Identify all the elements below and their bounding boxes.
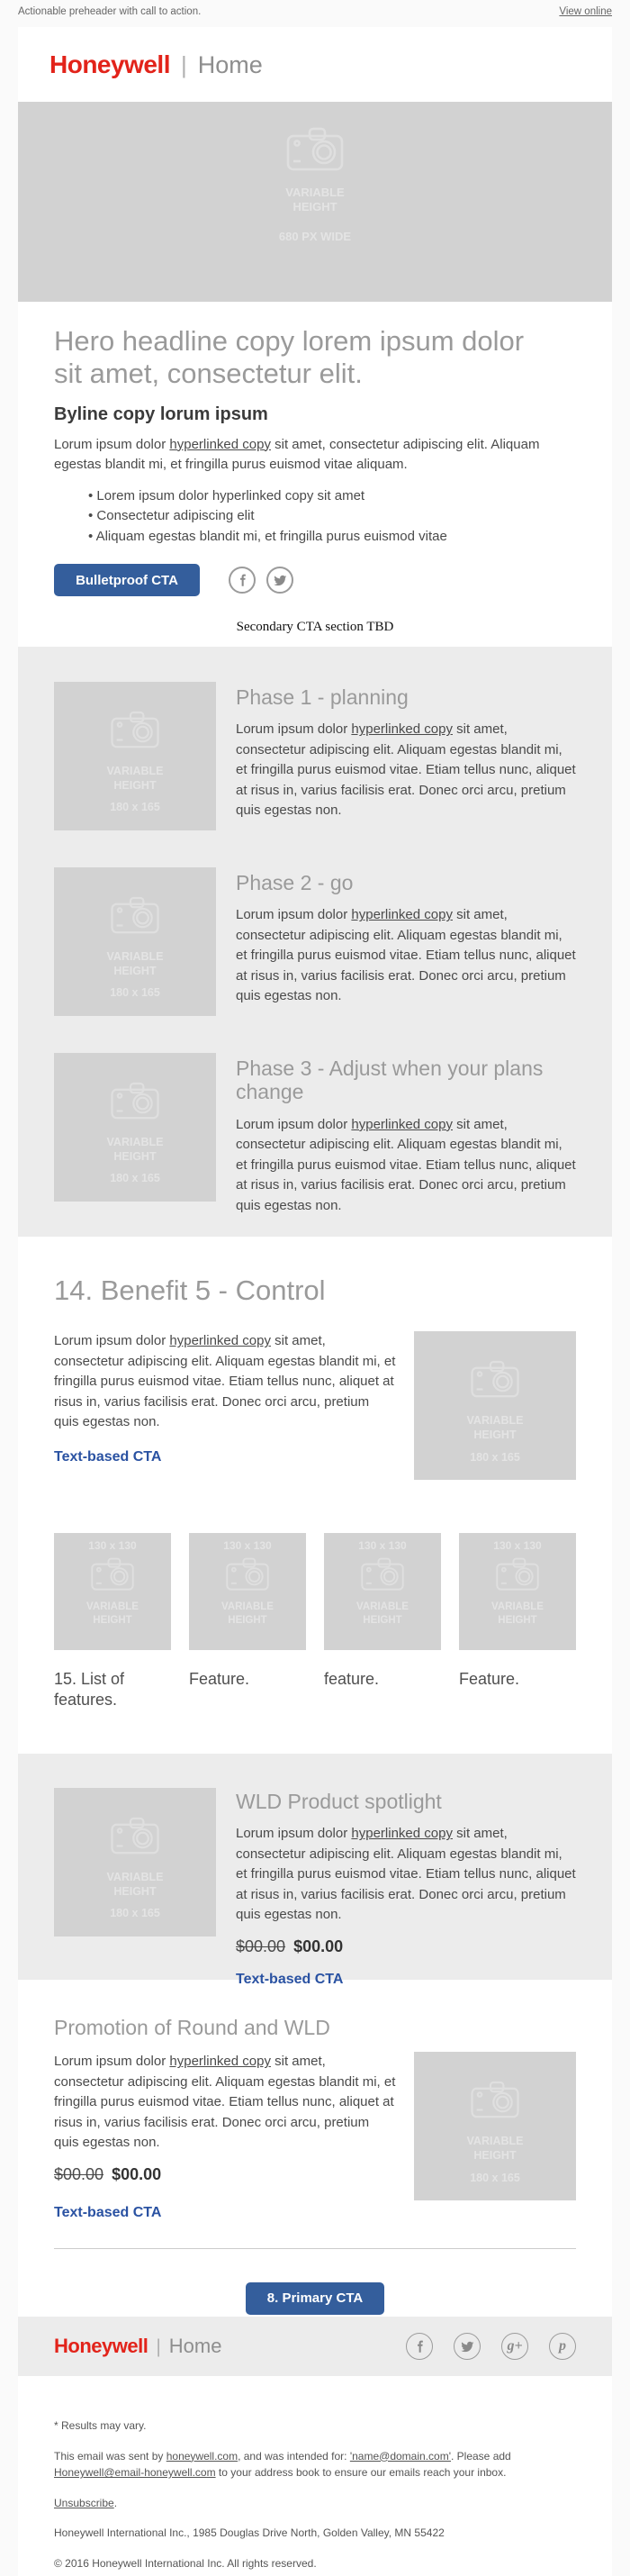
spotlight-paragraph	[236, 1824, 576, 1926]
spotlight-text-column	[236, 1788, 576, 1988]
camera-icon	[470, 1360, 520, 1399]
placeholder-variable-height-label: VARIABLE HEIGHT	[285, 186, 345, 214]
facebook-share-button[interactable]	[229, 567, 256, 594]
phase-row-2	[54, 867, 576, 1016]
hyperlinked-copy-link[interactable]: hyperlinked copy	[212, 487, 314, 503]
paragraph-text: Lorum ipsum dolor	[54, 2054, 170, 2070]
phase-title: Phase 1 - planning	[236, 685, 409, 709]
camera-icon	[110, 896, 160, 935]
placeholder-variable-height-label: VARIABLE HEIGHT	[106, 1136, 164, 1163]
copyright-line: © 2016 Honeywell International Inc. All rights reserved.	[54, 2556, 317, 2570]
logo-product-name: Home	[168, 2335, 222, 2357]
feature-caption: Feature.	[189, 1670, 250, 1689]
placeholder-variable-height-label: VARIABLE HEIGHT	[356, 1601, 409, 1626]
company-address: Honeywell International Inc., 1985 Douglas Drive North, Golden Valley, MN 55422	[54, 2526, 445, 2540]
honeywell-home-logo	[50, 50, 263, 79]
phase-paragraph	[236, 905, 576, 1007]
phase-row-3	[54, 1053, 576, 1216]
logo-separator: |	[180, 50, 187, 78]
camera-icon-slot	[225, 1553, 270, 1596]
honeywell-home-logo	[54, 2335, 221, 2358]
hero-copy-section	[18, 302, 612, 647]
promo-text-column	[54, 2052, 396, 2221]
paragraph-text: Lorum ipsum dolor	[236, 1116, 352, 1132]
phase-text-column	[236, 867, 576, 1016]
promo-row	[54, 2052, 576, 2221]
placeholder-variable-height-label: VARIABLE HEIGHT	[221, 1601, 274, 1626]
unsubscribe-line	[54, 2495, 576, 2512]
spotlight-text-cta-link[interactable]: Text-based CTA	[236, 1971, 344, 1987]
camera-icon-slot	[470, 2081, 520, 2124]
bullet-item	[88, 486, 576, 507]
paragraph-text: sit amet, consectetur adipiscing elit. Aliquam egestas blandit mi, et fringilla purus euismod vitae. Etiam tellus nunc, aliquet at risus in, varius facilisis erat. Donec orci arcu, pretium quis egestas non.	[54, 2054, 396, 2151]
paragraph-text: sit amet, consectetur adipiscing elit. Aliquam egestas blandit mi, et fringilla purus euismod vitae. Etiam tellus nunc, aliquet at risus in, varius facilisis erat. Donec orci arcu, pretium quis egestas non.	[54, 1333, 396, 1430]
placeholder-variable-height-label: VARIABLE HEIGHT	[491, 1601, 544, 1626]
phase-text-column	[236, 1053, 576, 1216]
footer-brand-bar	[18, 2317, 612, 2376]
feature-caption: feature.	[324, 1670, 380, 1689]
camera-icon	[495, 1557, 540, 1592]
footer-text: to your address book to ensure our emails reach your inbox.	[215, 2466, 507, 2480]
benefit-text-column	[54, 1331, 396, 1480]
promo-image-placeholder	[414, 2052, 576, 2200]
paragraph-text: sit amet, consectetur adipiscing elit. Aliquam egestas blandit mi, et fringilla purus euismod vitae. Etiam tellus nunc, aliquet at risus in, varius facilisis erat. Donec orci arcu, pretium quis egestas non.	[236, 1826, 576, 1923]
results-disclaimer: * Results may vary.	[54, 2419, 147, 2432]
hyperlinked-copy-link[interactable]: hyperlinked copy	[351, 1116, 453, 1132]
promotion-section	[18, 1980, 612, 2317]
camera-icon	[90, 1557, 135, 1592]
camera-icon	[285, 127, 345, 172]
camera-icon-slot	[110, 1082, 160, 1125]
google-plus-link[interactable]	[501, 2333, 528, 2360]
bullet-text: Lorem ipsum dolor	[96, 487, 212, 503]
bullet-text: Consectetur adipiscing elit	[96, 508, 255, 524]
hyperlinked-copy-link[interactable]: hyperlinked copy	[169, 1333, 271, 1349]
placeholder-variable-height-label: VARIABLE HEIGHT	[106, 1871, 164, 1898]
bullet-text: sit amet	[313, 487, 365, 503]
feature-captions-row	[54, 1669, 576, 1710]
feature-caption: Feature.	[459, 1670, 520, 1689]
placeholder-size-label: 180 x 165	[110, 1172, 160, 1185]
benefit-image-placeholder	[414, 1331, 576, 1480]
benefit-row	[54, 1331, 576, 1480]
sent-by-line	[54, 2448, 576, 2481]
benefit-text-cta-link[interactable]: Text-based CTA	[54, 1448, 162, 1465]
paragraph-text: Lorum ipsum dolor	[236, 1826, 352, 1842]
hyperlinked-copy-link[interactable]: hyperlinked copy	[169, 436, 271, 452]
pinterest-icon: p	[559, 2338, 566, 2354]
footer-text: .	[113, 2496, 118, 2509]
phases-section	[18, 647, 612, 1237]
placeholder-size-label: 130 x 130	[88, 1539, 137, 1553]
paragraph-text: sit amet, consectetur adipiscing elit. Aliquam egestas blandit mi, et fringilla purus euismod vitae. Etiam tellus nunc, aliquet at risus in, varius facilisis erat. Donec orci arcu, pretium quis egestas non.	[236, 721, 576, 819]
placeholder-variable-height-label: VARIABLE HEIGHT	[106, 950, 164, 977]
promo-text-cta-link[interactable]: Text-based CTA	[54, 2204, 162, 2220]
hyperlinked-copy-link[interactable]: hyperlinked copy	[169, 2054, 271, 2070]
preheader-text: Actionable preheader with call to action.	[18, 6, 202, 17]
feature-image-placeholder	[189, 1533, 306, 1650]
paragraph-text: Lorum ipsum dolor	[54, 1333, 170, 1349]
bullet-item	[88, 506, 576, 527]
hero-headline: Hero headline copy lorem ipsum dolor sit amet, consectetur elit.	[54, 325, 525, 390]
google-plus-icon: g+	[507, 2338, 523, 2354]
pinterest-link[interactable]	[549, 2333, 576, 2360]
preheader-bar	[0, 0, 630, 27]
sender-email-link[interactable]: Honeywell@email-honeywell.com	[54, 2466, 216, 2480]
feature-tiles-row	[54, 1533, 576, 1650]
facebook-link[interactable]	[406, 2333, 433, 2360]
twitter-icon	[274, 574, 287, 587]
placeholder-size-label: 180 x 165	[110, 801, 160, 814]
primary-cta-button[interactable]: 8. Primary CTA	[246, 2282, 384, 2315]
placeholder-variable-height-label: VARIABLE HEIGHT	[86, 1601, 139, 1626]
bullet-text: Aliquam egestas blandit mi, et fringilla purus euismod vitae	[95, 528, 447, 544]
camera-icon-slot	[110, 1817, 160, 1860]
footer-text: , and was intended for:	[238, 2449, 350, 2463]
placeholder-variable-height-label: VARIABLE HEIGHT	[106, 765, 164, 792]
product-spotlight-section	[18, 1754, 612, 1987]
feature-image-placeholder	[324, 1533, 441, 1650]
twitter-link[interactable]	[454, 2333, 481, 2360]
placeholder-variable-height-label: VARIABLE HEIGHT	[466, 2135, 524, 2163]
spotlight-row	[54, 1788, 576, 1988]
promo-title: Promotion of Round and WLD	[54, 2016, 330, 2039]
phase-image-placeholder	[54, 682, 216, 830]
bulletproof-cta-button[interactable]: Bulletproof CTA	[54, 564, 200, 596]
camera-icon	[225, 1557, 270, 1592]
placeholder-size-label: 130 x 130	[358, 1539, 407, 1553]
paragraph-text: sit amet, consectetur adipiscing elit. Aliquam egestas blandit mi, et fringilla purus euismod vitae. Etiam tellus nunc, aliquet at risus in, varius facilisis erat. Donec orci arcu, pretium quis egestas non.	[236, 1116, 576, 1213]
camera-icon-slot	[285, 127, 345, 177]
footer-text: . Please add	[451, 2449, 511, 2463]
paragraph-text: Lorum ipsum dolor	[54, 436, 170, 452]
paragraph-text: sit amet, consectetur adipiscing elit. Aliquam egestas blandit mi, et fringilla purus euismod vitae aliquam.	[54, 436, 540, 473]
feature-image-placeholder	[54, 1533, 171, 1650]
view-online-link[interactable]: View online	[559, 6, 612, 17]
hyperlinked-copy-link[interactable]: hyperlinked copy	[351, 1826, 453, 1842]
phase-image-placeholder	[54, 1053, 216, 1202]
twitter-share-button[interactable]	[266, 567, 293, 594]
spotlight-price-line	[236, 1937, 576, 1956]
facebook-icon	[236, 574, 249, 587]
primary-cta-row	[54, 2282, 576, 2315]
camera-icon	[110, 1082, 160, 1120]
phase-text-column	[236, 682, 576, 830]
placeholder-size-label: 180 x 165	[110, 986, 160, 1000]
logo-product-name: Home	[197, 50, 263, 78]
phase-row-1	[54, 682, 576, 830]
feature-caption: 15. List of features.	[54, 1670, 125, 1709]
camera-icon-slot	[495, 1553, 540, 1596]
paragraph-text: sit amet, consectetur adipiscing elit. Aliquam egestas blandit mi, et fringilla purus euismod vitae. Etiam tellus nunc, aliquet at risus in, varius facilisis erat. Donec orci arcu, pretium quis egestas non.	[236, 907, 576, 1004]
recipient-email-link[interactable]: 'name@domain.com'	[349, 2449, 451, 2463]
phase-paragraph	[236, 720, 576, 821]
honeywell-wordmark: Honeywell	[50, 50, 170, 78]
twitter-icon	[461, 2340, 474, 2354]
placeholder-size-label: 130 x 130	[493, 1539, 542, 1553]
spotlight-title: WLD Product spotlight	[236, 1790, 442, 1813]
honeywell-com-link[interactable]: honeywell.com	[166, 2449, 238, 2463]
camera-icon-slot	[360, 1553, 405, 1596]
camera-icon-slot	[90, 1553, 135, 1596]
placeholder-variable-height-label: VARIABLE HEIGHT	[466, 1414, 524, 1441]
promo-price-line	[54, 2165, 396, 2184]
camera-icon	[360, 1557, 405, 1592]
placeholder-size-label: 180 x 165	[470, 2171, 520, 2184]
hero-bullet-list	[54, 486, 576, 548]
honeywell-wordmark: Honeywell	[54, 2335, 148, 2357]
facebook-icon	[413, 2340, 427, 2354]
promo-paragraph	[54, 2052, 396, 2154]
phase-title: Phase 2 - go	[236, 871, 354, 894]
camera-icon	[470, 2081, 520, 2119]
unsubscribe-link[interactable]: Unsubscribe	[54, 2496, 114, 2509]
camera-icon-slot	[110, 896, 160, 939]
bullet-item	[88, 527, 576, 548]
placeholder-size-label: 180 x 165	[110, 1907, 160, 1920]
benefit-paragraph	[54, 1331, 396, 1433]
old-price: $00.00	[236, 1937, 286, 1955]
hero-paragraph	[54, 435, 576, 476]
benefit-section	[18, 1237, 612, 1754]
new-price: $00.00	[293, 1937, 344, 1955]
footer-text: This email was sent by	[54, 2449, 166, 2463]
hero-image-placeholder	[18, 102, 612, 302]
feature-image-placeholder	[459, 1533, 576, 1650]
camera-icon-slot	[110, 711, 160, 754]
footer-legal-section	[18, 2376, 612, 2576]
new-price: $00.00	[112, 2164, 162, 2183]
email-header	[18, 27, 612, 102]
phase-paragraph	[236, 1115, 576, 1217]
hero-byline: Byline copy lorum ipsum	[54, 404, 268, 424]
phase-image-placeholder	[54, 867, 216, 1016]
footer-social-icons	[406, 2333, 576, 2360]
secondary-cta-placeholder-note: Secondary CTA section TBD	[236, 620, 394, 635]
email-body	[18, 27, 612, 2576]
section-divider	[54, 2248, 576, 2249]
paragraph-text: Lorum ipsum dolor	[236, 907, 352, 923]
phase-title: Phase 3 - Adjust when your plans change	[236, 1057, 544, 1104]
old-price: $00.00	[54, 2164, 104, 2183]
paragraph-text: Lorum ipsum dolor	[236, 721, 352, 738]
benefit-title: 14. Benefit 5 - Control	[54, 1274, 326, 1306]
camera-icon	[110, 711, 160, 749]
spotlight-image-placeholder	[54, 1788, 216, 1937]
logo-separator: |	[156, 2336, 161, 2357]
camera-icon-slot	[470, 1360, 520, 1403]
hyperlinked-copy-link[interactable]: hyperlinked copy	[351, 721, 453, 738]
hyperlinked-copy-link[interactable]: hyperlinked copy	[351, 907, 453, 923]
placeholder-width-label: 680 PX WIDE	[278, 229, 352, 243]
placeholder-size-label: 180 x 165	[470, 1450, 520, 1464]
hero-cta-row	[54, 564, 576, 596]
placeholder-size-label: 130 x 130	[223, 1539, 272, 1553]
camera-icon	[110, 1817, 160, 1855]
